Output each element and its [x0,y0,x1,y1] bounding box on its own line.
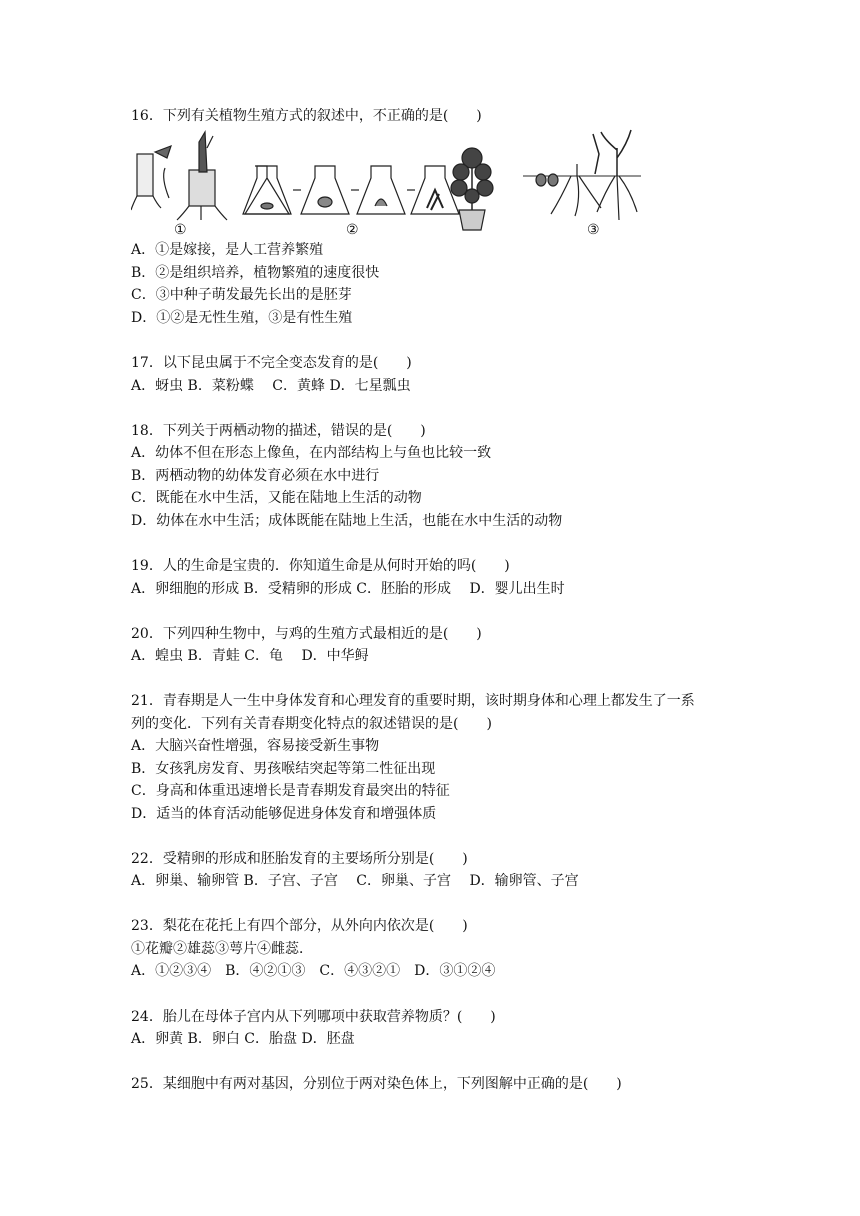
grafting-figure [131,132,227,220]
question-21-option-a: A．大脑兴奋性增强，容易接受新生事物 [131,738,380,754]
question-16-option-c: C．③中种子萌发最先长出的是胚芽 [131,287,352,303]
question-18-option-d: D．幼体在水中生活；成体既能在陆地上生活，也能在水中生活的动物 [131,513,563,529]
question-16-figure [131,128,651,240]
question-22-stem: 22．受精卵的形成和胚胎发育的主要场所分别是( ) [131,851,468,867]
plant-reproduction-illustration [131,128,651,240]
question-18-stem: 18．下列关于两栖动物的描述，错误的是( ) [131,423,426,439]
question-18-option-c: C．既能在水中生活，又能在陆地上生活的动物 [131,490,422,506]
question-23-stem: 23．梨花在花托上有四个部分，从外向内依次是( ) [131,918,468,934]
figure-label-3: ③ [587,222,600,238]
figure-label-2: ② [346,222,359,238]
question-16-option-d: D．①②是无性生殖，③是有性生殖 [131,310,353,326]
question-21-stem-continued: 列的变化．下列有关青春期变化特点的叙述错误的是( ) [131,716,492,732]
question-23-options: A．①②③④ B．④②①③ C．④③②① D．③①②④ [131,963,496,979]
question-16-option-b: B．②是组织培养，植物繁殖的速度很快 [131,265,380,281]
question-21-option-c: C．身高和体重迅速增长是青春期发育最突出的特征 [131,783,450,799]
seed-germination-figure [523,130,641,220]
question-20-options: A．蝗虫 B．青蛙 C．龟 D．中华鲟 [131,648,369,664]
question-19-options: A．卵细胞的形成 B．受精卵的形成 C．胚胎的形成 D．婴儿出生时 [131,581,565,597]
tissue-culture-figure [243,166,469,214]
question-24-options: A．卵黄 B．卵白 C．胎盘 D．胚盘 [131,1031,355,1047]
question-16-option-a: A．①是嫁接，是人工营养繁殖 [131,242,324,258]
question-19-stem: 19．人的生命是宝贵的．你知道生命是从何时开始的吗( ) [131,558,510,574]
question-21-option-d: D．适当的体育活动能够促进身体发育和增强体质 [131,806,437,822]
question-25-stem: 25．某细胞中有两对基因，分别位于两对染色体上，下列图解中正确的是( ) [131,1076,622,1092]
question-23-stem-continued: ①花瓣②雄蕊③萼片④雌蕊． [131,941,313,957]
question-17-options: A．蚜虫 B．菜粉蝶 C．黄蜂 D．七星瓢虫 [131,378,411,394]
question-17-stem: 17．以下昆虫属于不完全变态发育的是( ) [131,355,412,371]
question-16-stem: 16．下列有关植物生殖方式的叙述中，不正确的是( ) [131,108,482,124]
question-22-options: A．卵巢、输卵管 B．子宫、子宫 C．卵巢、子宫 D．输卵管、子宫 [131,873,579,889]
potted-plant-figure [451,148,493,230]
figure-label-1: ① [174,222,187,238]
question-18-option-a: A．幼体不但在形态上像鱼，在内部结构上与鱼也比较一致 [131,445,492,461]
question-21-option-b: B．女孩乳房发育、男孩喉结突起等第二性征出现 [131,761,436,777]
question-20-stem: 20．下列四种生物中，与鸡的生殖方式最相近的是( ) [131,626,482,642]
question-21-stem: 21．青春期是人一生中身体发育和心理发育的重要时期，该时期身体和心理上都发生了一系 [131,693,695,709]
question-24-stem: 24．胎儿在母体子宫内从下列哪项中获取营养物质？( ) [131,1009,496,1025]
question-18-option-b: B．两栖动物的幼体发育必须在水中进行 [131,468,380,484]
